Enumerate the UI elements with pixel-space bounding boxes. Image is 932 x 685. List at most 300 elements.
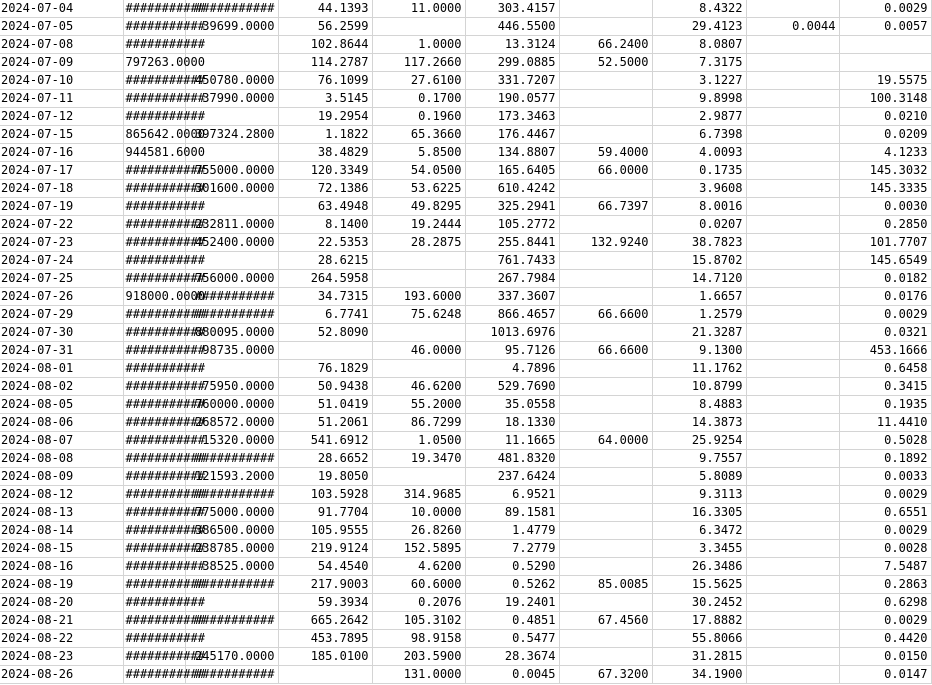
- cell-col-h[interactable]: 15.8702: [652, 252, 746, 270]
- cell-col-h[interactable]: 9.7557: [652, 450, 746, 468]
- cell-col-e[interactable]: 86.7299: [372, 414, 465, 432]
- cell-col-d[interactable]: 103.5928: [278, 486, 372, 504]
- cell-col-d[interactable]: 3.5145: [278, 90, 372, 108]
- cell-col-c[interactable]: 245170.0000: [185, 648, 278, 666]
- cell-col-b[interactable]: ###########: [123, 468, 185, 486]
- cell-col-f[interactable]: 0.5477: [465, 630, 559, 648]
- cell-col-b[interactable]: ###########: [123, 396, 185, 414]
- cell-col-i[interactable]: [746, 126, 839, 144]
- cell-col-i[interactable]: [746, 576, 839, 594]
- cell-col-h[interactable]: 9.8998: [652, 90, 746, 108]
- cell-col-b[interactable]: ###########: [123, 612, 185, 630]
- cell-date[interactable]: 2024-07-31: [0, 342, 123, 360]
- cell-col-i[interactable]: [746, 594, 839, 612]
- cell-col-e[interactable]: 314.9685: [372, 486, 465, 504]
- cell-date[interactable]: 2024-08-14: [0, 522, 123, 540]
- cell-col-g[interactable]: [559, 504, 652, 522]
- cell-col-c[interactable]: 450780.0000: [185, 72, 278, 90]
- cell-col-j[interactable]: 0.1892: [839, 450, 931, 468]
- cell-date[interactable]: 2024-08-22: [0, 630, 123, 648]
- cell-col-i[interactable]: [746, 648, 839, 666]
- cell-col-b[interactable]: ###########: [123, 576, 185, 594]
- cell-col-e[interactable]: 131.0000: [372, 666, 465, 684]
- cell-col-h[interactable]: 10.8799: [652, 378, 746, 396]
- cell-col-i[interactable]: [746, 0, 839, 18]
- cell-col-f[interactable]: 6.9521: [465, 486, 559, 504]
- cell-col-j[interactable]: 0.6298: [839, 594, 931, 612]
- cell-date[interactable]: 2024-07-30: [0, 324, 123, 342]
- cell-col-d[interactable]: [278, 666, 372, 684]
- cell-col-i[interactable]: [746, 36, 839, 54]
- cell-col-b[interactable]: ###########: [123, 450, 185, 468]
- cell-col-e[interactable]: 54.0500: [372, 162, 465, 180]
- cell-col-b[interactable]: ###########: [123, 252, 185, 270]
- cell-col-i[interactable]: [746, 108, 839, 126]
- cell-col-d[interactable]: 6.7741: [278, 306, 372, 324]
- cell-col-g[interactable]: 64.0000: [559, 432, 652, 450]
- cell-col-d[interactable]: 50.9438: [278, 378, 372, 396]
- cell-date[interactable]: 2024-08-12: [0, 486, 123, 504]
- cell-col-e[interactable]: 10.0000: [372, 504, 465, 522]
- cell-col-h[interactable]: 8.0807: [652, 36, 746, 54]
- cell-col-f[interactable]: 134.8807: [465, 144, 559, 162]
- cell-col-h[interactable]: 30.2452: [652, 594, 746, 612]
- cell-col-d[interactable]: 217.9003: [278, 576, 372, 594]
- cell-col-e[interactable]: 28.2875: [372, 234, 465, 252]
- cell-col-g[interactable]: [559, 252, 652, 270]
- cell-col-i[interactable]: [746, 216, 839, 234]
- cell-col-b[interactable]: ###########: [123, 270, 185, 288]
- cell-col-e[interactable]: 1.0000: [372, 36, 465, 54]
- cell-col-h[interactable]: 5.8089: [652, 468, 746, 486]
- cell-col-d[interactable]: 105.9555: [278, 522, 372, 540]
- cell-col-j[interactable]: 0.2863: [839, 576, 931, 594]
- cell-col-d[interactable]: 185.0100: [278, 648, 372, 666]
- cell-col-i[interactable]: [746, 666, 839, 684]
- cell-col-g[interactable]: 66.7397: [559, 198, 652, 216]
- cell-col-e[interactable]: 152.5895: [372, 540, 465, 558]
- cell-col-c[interactable]: ###########: [185, 612, 278, 630]
- cell-col-b[interactable]: ###########: [123, 630, 185, 648]
- cell-col-d[interactable]: 59.3934: [278, 594, 372, 612]
- cell-col-g[interactable]: [559, 414, 652, 432]
- cell-col-c[interactable]: ###########: [185, 288, 278, 306]
- cell-col-d[interactable]: 114.2787: [278, 54, 372, 72]
- cell-col-j[interactable]: 0.0028: [839, 540, 931, 558]
- cell-col-h[interactable]: 16.3305: [652, 504, 746, 522]
- cell-col-e[interactable]: [372, 270, 465, 288]
- cell-col-i[interactable]: [746, 540, 839, 558]
- cell-col-h[interactable]: 31.2815: [652, 648, 746, 666]
- cell-col-i[interactable]: 0.0044: [746, 18, 839, 36]
- cell-col-i[interactable]: [746, 144, 839, 162]
- cell-col-b[interactable]: ###########: [123, 342, 185, 360]
- cell-col-d[interactable]: 120.3349: [278, 162, 372, 180]
- cell-col-e[interactable]: 53.6225: [372, 180, 465, 198]
- cell-col-f[interactable]: 0.5262: [465, 576, 559, 594]
- cell-col-g[interactable]: [559, 630, 652, 648]
- cell-col-b[interactable]: ###########: [123, 594, 185, 612]
- cell-date[interactable]: 2024-08-21: [0, 612, 123, 630]
- cell-col-b[interactable]: ###########: [123, 666, 185, 684]
- cell-col-g[interactable]: [559, 540, 652, 558]
- cell-col-g[interactable]: [559, 468, 652, 486]
- cell-date[interactable]: 2024-07-24: [0, 252, 123, 270]
- cell-col-d[interactable]: 19.2954: [278, 108, 372, 126]
- cell-col-h[interactable]: 8.0016: [652, 198, 746, 216]
- cell-col-i[interactable]: [746, 630, 839, 648]
- cell-col-d[interactable]: 8.1400: [278, 216, 372, 234]
- cell-col-b[interactable]: ###########: [123, 522, 185, 540]
- cell-date[interactable]: 2024-08-07: [0, 432, 123, 450]
- cell-col-j[interactable]: 0.0176: [839, 288, 931, 306]
- cell-col-f[interactable]: 105.2772: [465, 216, 559, 234]
- cell-col-e[interactable]: 65.3660: [372, 126, 465, 144]
- cell-col-i[interactable]: [746, 162, 839, 180]
- cell-col-g[interactable]: [559, 558, 652, 576]
- cell-col-h[interactable]: 11.1762: [652, 360, 746, 378]
- cell-col-c[interactable]: 397324.2800: [185, 126, 278, 144]
- cell-col-b[interactable]: ###########: [123, 36, 185, 54]
- cell-col-f[interactable]: 481.8320: [465, 450, 559, 468]
- cell-date[interactable]: 2024-07-09: [0, 54, 123, 72]
- cell-col-j[interactable]: 0.0182: [839, 270, 931, 288]
- cell-col-c[interactable]: 755000.0000: [185, 162, 278, 180]
- cell-col-j[interactable]: 0.0029: [839, 306, 931, 324]
- cell-col-h[interactable]: 25.9254: [652, 432, 746, 450]
- cell-date[interactable]: 2024-07-29: [0, 306, 123, 324]
- cell-col-e[interactable]: 1.0500: [372, 432, 465, 450]
- cell-col-b[interactable]: ###########: [123, 0, 185, 18]
- cell-col-j[interactable]: 0.0029: [839, 522, 931, 540]
- cell-col-h[interactable]: 1.2579: [652, 306, 746, 324]
- cell-col-e[interactable]: 46.6200: [372, 378, 465, 396]
- cell-date[interactable]: 2024-08-26: [0, 666, 123, 684]
- cell-col-e[interactable]: 11.0000: [372, 0, 465, 18]
- cell-col-g[interactable]: [559, 288, 652, 306]
- cell-col-j[interactable]: 145.6549: [839, 252, 931, 270]
- cell-col-i[interactable]: [746, 360, 839, 378]
- cell-col-j[interactable]: 0.0147: [839, 666, 931, 684]
- cell-col-j[interactable]: 4.1233: [839, 144, 931, 162]
- cell-col-f[interactable]: 761.7433: [465, 252, 559, 270]
- cell-col-b[interactable]: ###########: [123, 72, 185, 90]
- cell-col-e[interactable]: 0.1960: [372, 108, 465, 126]
- cell-col-d[interactable]: 1.1822: [278, 126, 372, 144]
- cell-col-f[interactable]: 28.3674: [465, 648, 559, 666]
- cell-col-i[interactable]: [746, 378, 839, 396]
- cell-date[interactable]: 2024-08-08: [0, 450, 123, 468]
- cell-col-j[interactable]: 19.5575: [839, 72, 931, 90]
- cell-date[interactable]: 2024-07-18: [0, 180, 123, 198]
- cell-col-g[interactable]: [559, 522, 652, 540]
- cell-date[interactable]: 2024-08-13: [0, 504, 123, 522]
- cell-date[interactable]: 2024-07-12: [0, 108, 123, 126]
- cell-date[interactable]: 2024-07-22: [0, 216, 123, 234]
- cell-col-c[interactable]: 15320.0000: [185, 432, 278, 450]
- cell-date[interactable]: 2024-07-26: [0, 288, 123, 306]
- cell-col-h[interactable]: 17.8882: [652, 612, 746, 630]
- cell-col-i[interactable]: [746, 324, 839, 342]
- cell-col-c[interactable]: 238785.0000: [185, 540, 278, 558]
- cell-col-j[interactable]: 453.1666: [839, 342, 931, 360]
- cell-col-g[interactable]: [559, 594, 652, 612]
- cell-date[interactable]: 2024-07-25: [0, 270, 123, 288]
- cell-col-e[interactable]: 203.5900: [372, 648, 465, 666]
- cell-col-d[interactable]: 19.8050: [278, 468, 372, 486]
- cell-col-i[interactable]: [746, 468, 839, 486]
- cell-col-i[interactable]: [746, 396, 839, 414]
- cell-col-d[interactable]: 541.6912: [278, 432, 372, 450]
- cell-col-f[interactable]: 18.1330: [465, 414, 559, 432]
- cell-col-j[interactable]: 0.3415: [839, 378, 931, 396]
- cell-col-c[interactable]: ###########: [185, 576, 278, 594]
- cell-col-b[interactable]: ###########: [123, 198, 185, 216]
- cell-col-f[interactable]: 331.7207: [465, 72, 559, 90]
- cell-col-g[interactable]: [559, 270, 652, 288]
- cell-col-h[interactable]: 3.1227: [652, 72, 746, 90]
- cell-col-i[interactable]: [746, 54, 839, 72]
- cell-col-j[interactable]: 7.5487: [839, 558, 931, 576]
- cell-col-j[interactable]: 0.1935: [839, 396, 931, 414]
- cell-col-j[interactable]: 0.0033: [839, 468, 931, 486]
- cell-col-i[interactable]: [746, 486, 839, 504]
- cell-col-d[interactable]: 34.7315: [278, 288, 372, 306]
- cell-col-f[interactable]: 95.7126: [465, 342, 559, 360]
- cell-col-j[interactable]: 0.0150: [839, 648, 931, 666]
- cell-col-g[interactable]: 66.2400: [559, 36, 652, 54]
- cell-col-h[interactable]: 8.4883: [652, 396, 746, 414]
- cell-col-f[interactable]: 0.0045: [465, 666, 559, 684]
- cell-col-c[interactable]: ###########: [185, 0, 278, 18]
- cell-col-d[interactable]: 665.2642: [278, 612, 372, 630]
- cell-col-j[interactable]: 0.6458: [839, 360, 931, 378]
- cell-col-i[interactable]: [746, 612, 839, 630]
- cell-col-g[interactable]: [559, 396, 652, 414]
- cell-col-d[interactable]: 51.0419: [278, 396, 372, 414]
- cell-col-c[interactable]: 268572.0000: [185, 414, 278, 432]
- cell-col-f[interactable]: 866.4657: [465, 306, 559, 324]
- cell-col-g[interactable]: 132.9240: [559, 234, 652, 252]
- cell-col-g[interactable]: [559, 360, 652, 378]
- cell-col-j[interactable]: 0.2850: [839, 216, 931, 234]
- cell-col-h[interactable]: 26.3486: [652, 558, 746, 576]
- cell-col-j[interactable]: 0.0209: [839, 126, 931, 144]
- cell-col-d[interactable]: [278, 342, 372, 360]
- cell-col-h[interactable]: 21.3287: [652, 324, 746, 342]
- cell-col-f[interactable]: 337.3607: [465, 288, 559, 306]
- cell-col-f[interactable]: 0.5290: [465, 558, 559, 576]
- cell-col-b[interactable]: ###########: [123, 486, 185, 504]
- cell-col-c[interactable]: 386500.0000: [185, 522, 278, 540]
- cell-col-b[interactable]: ###########: [123, 504, 185, 522]
- cell-col-h[interactable]: 6.7398: [652, 126, 746, 144]
- cell-col-g[interactable]: [559, 216, 652, 234]
- cell-col-f[interactable]: 267.7984: [465, 270, 559, 288]
- cell-col-e[interactable]: 60.6000: [372, 576, 465, 594]
- cell-col-b[interactable]: 865642.0000: [123, 126, 185, 144]
- cell-col-e[interactable]: 75.6248: [372, 306, 465, 324]
- cell-col-c[interactable]: ###########: [185, 306, 278, 324]
- cell-col-h[interactable]: 34.1900: [652, 666, 746, 684]
- cell-col-e[interactable]: 46.0000: [372, 342, 465, 360]
- cell-col-j[interactable]: 0.5028: [839, 432, 931, 450]
- cell-col-e[interactable]: 98.9158: [372, 630, 465, 648]
- cell-col-j[interactable]: 0.4420: [839, 630, 931, 648]
- cell-col-i[interactable]: [746, 234, 839, 252]
- cell-col-c[interactable]: 38525.0000: [185, 558, 278, 576]
- cell-col-i[interactable]: [746, 90, 839, 108]
- cell-col-f[interactable]: 255.8441: [465, 234, 559, 252]
- cell-col-g[interactable]: [559, 0, 652, 18]
- cell-col-g[interactable]: 66.6600: [559, 306, 652, 324]
- cell-col-c[interactable]: 39699.0000: [185, 18, 278, 36]
- cell-col-f[interactable]: 11.1665: [465, 432, 559, 450]
- cell-col-f[interactable]: 325.2941: [465, 198, 559, 216]
- cell-col-f[interactable]: 165.6405: [465, 162, 559, 180]
- cell-col-d[interactable]: 52.8090: [278, 324, 372, 342]
- cell-col-b[interactable]: 944581.6000: [123, 144, 185, 162]
- cell-date[interactable]: 2024-07-17: [0, 162, 123, 180]
- cell-col-b[interactable]: ###########: [123, 234, 185, 252]
- cell-col-g[interactable]: 85.0085: [559, 576, 652, 594]
- cell-col-f[interactable]: 19.2401: [465, 594, 559, 612]
- cell-col-d[interactable]: 56.2599: [278, 18, 372, 36]
- cell-col-d[interactable]: 63.4948: [278, 198, 372, 216]
- cell-col-c[interactable]: 121593.2000: [185, 468, 278, 486]
- cell-col-d[interactable]: 44.1393: [278, 0, 372, 18]
- cell-col-c[interactable]: 232811.0000: [185, 216, 278, 234]
- cell-col-h[interactable]: 1.6657: [652, 288, 746, 306]
- cell-col-c[interactable]: 75950.0000: [185, 378, 278, 396]
- cell-col-i[interactable]: [746, 522, 839, 540]
- cell-col-g[interactable]: 66.0000: [559, 162, 652, 180]
- cell-date[interactable]: 2024-07-10: [0, 72, 123, 90]
- cell-col-e[interactable]: [372, 360, 465, 378]
- cell-col-g[interactable]: [559, 90, 652, 108]
- cell-col-b[interactable]: ###########: [123, 108, 185, 126]
- cell-col-c[interactable]: 775000.0000: [185, 504, 278, 522]
- cell-col-d[interactable]: 453.7895: [278, 630, 372, 648]
- cell-col-i[interactable]: [746, 270, 839, 288]
- cell-col-f[interactable]: 303.4157: [465, 0, 559, 18]
- cell-col-e[interactable]: [372, 324, 465, 342]
- cell-col-e[interactable]: 55.2000: [372, 396, 465, 414]
- cell-col-g[interactable]: [559, 378, 652, 396]
- cell-date[interactable]: 2024-07-23: [0, 234, 123, 252]
- cell-col-d[interactable]: 76.1099: [278, 72, 372, 90]
- cell-date[interactable]: 2024-08-06: [0, 414, 123, 432]
- cell-col-h[interactable]: 9.3113: [652, 486, 746, 504]
- cell-date[interactable]: 2024-08-19: [0, 576, 123, 594]
- cell-col-c[interactable]: ###########: [185, 486, 278, 504]
- cell-col-g[interactable]: 66.6600: [559, 342, 652, 360]
- cell-col-c[interactable]: 37990.0000: [185, 90, 278, 108]
- cell-col-g[interactable]: 67.3200: [559, 666, 652, 684]
- cell-col-e[interactable]: 5.8500: [372, 144, 465, 162]
- cell-col-j[interactable]: [839, 36, 931, 54]
- cell-col-g[interactable]: [559, 450, 652, 468]
- cell-col-e[interactable]: 27.6100: [372, 72, 465, 90]
- cell-col-h[interactable]: 2.9877: [652, 108, 746, 126]
- cell-col-b[interactable]: ###########: [123, 558, 185, 576]
- cell-date[interactable]: 2024-08-16: [0, 558, 123, 576]
- cell-col-e[interactable]: [372, 252, 465, 270]
- cell-col-f[interactable]: 176.4467: [465, 126, 559, 144]
- cell-col-c[interactable]: ###########: [185, 450, 278, 468]
- cell-col-c[interactable]: 452400.0000: [185, 234, 278, 252]
- cell-col-c[interactable]: 98735.0000: [185, 342, 278, 360]
- cell-col-h[interactable]: 15.5625: [652, 576, 746, 594]
- cell-col-e[interactable]: 0.1700: [372, 90, 465, 108]
- cell-col-c[interactable]: ###########: [185, 666, 278, 684]
- cell-col-f[interactable]: 1013.6976: [465, 324, 559, 342]
- cell-col-i[interactable]: [746, 558, 839, 576]
- cell-col-d[interactable]: 91.7704: [278, 504, 372, 522]
- cell-col-d[interactable]: 28.6215: [278, 252, 372, 270]
- cell-col-g[interactable]: [559, 180, 652, 198]
- cell-date[interactable]: 2024-08-23: [0, 648, 123, 666]
- cell-col-e[interactable]: [372, 18, 465, 36]
- cell-col-b[interactable]: ###########: [123, 306, 185, 324]
- cell-col-c[interactable]: 301600.0000: [185, 180, 278, 198]
- cell-col-b[interactable]: ###########: [123, 360, 185, 378]
- cell-col-e[interactable]: [372, 468, 465, 486]
- cell-col-g[interactable]: [559, 108, 652, 126]
- cell-col-e[interactable]: 19.3470: [372, 450, 465, 468]
- cell-col-i[interactable]: [746, 72, 839, 90]
- cell-col-h[interactable]: 6.3472: [652, 522, 746, 540]
- cell-col-d[interactable]: 54.4540: [278, 558, 372, 576]
- cell-col-d[interactable]: 76.1829: [278, 360, 372, 378]
- cell-date[interactable]: 2024-08-09: [0, 468, 123, 486]
- cell-col-g[interactable]: 67.4560: [559, 612, 652, 630]
- cell-date[interactable]: 2024-07-19: [0, 198, 123, 216]
- cell-col-f[interactable]: 0.4851: [465, 612, 559, 630]
- cell-col-i[interactable]: [746, 288, 839, 306]
- cell-col-g[interactable]: [559, 18, 652, 36]
- cell-col-b[interactable]: ###########: [123, 540, 185, 558]
- cell-col-j[interactable]: 0.0029: [839, 0, 931, 18]
- cell-col-i[interactable]: [746, 504, 839, 522]
- cell-col-e[interactable]: 26.8260: [372, 522, 465, 540]
- cell-date[interactable]: 2024-07-04: [0, 0, 123, 18]
- cell-col-d[interactable]: 102.8644: [278, 36, 372, 54]
- cell-col-d[interactable]: 51.2061: [278, 414, 372, 432]
- cell-col-f[interactable]: 4.7896: [465, 360, 559, 378]
- cell-col-g[interactable]: [559, 648, 652, 666]
- cell-col-h[interactable]: 9.1300: [652, 342, 746, 360]
- cell-col-b[interactable]: ###########: [123, 324, 185, 342]
- cell-col-b[interactable]: 918000.0000: [123, 288, 185, 306]
- cell-col-h[interactable]: 14.7120: [652, 270, 746, 288]
- cell-col-j[interactable]: 0.0029: [839, 486, 931, 504]
- cell-col-h[interactable]: 0.0207: [652, 216, 746, 234]
- cell-date[interactable]: 2024-08-02: [0, 378, 123, 396]
- cell-col-f[interactable]: 299.0885: [465, 54, 559, 72]
- cell-col-j[interactable]: 145.3032: [839, 162, 931, 180]
- cell-col-g[interactable]: [559, 324, 652, 342]
- cell-col-f[interactable]: 190.0577: [465, 90, 559, 108]
- cell-date[interactable]: 2024-08-01: [0, 360, 123, 378]
- cell-col-g[interactable]: [559, 486, 652, 504]
- cell-col-j[interactable]: 0.0029: [839, 612, 931, 630]
- cell-col-e[interactable]: 117.2660: [372, 54, 465, 72]
- cell-date[interactable]: 2024-08-20: [0, 594, 123, 612]
- cell-col-i[interactable]: [746, 414, 839, 432]
- cell-col-i[interactable]: [746, 342, 839, 360]
- cell-col-d[interactable]: 38.4829: [278, 144, 372, 162]
